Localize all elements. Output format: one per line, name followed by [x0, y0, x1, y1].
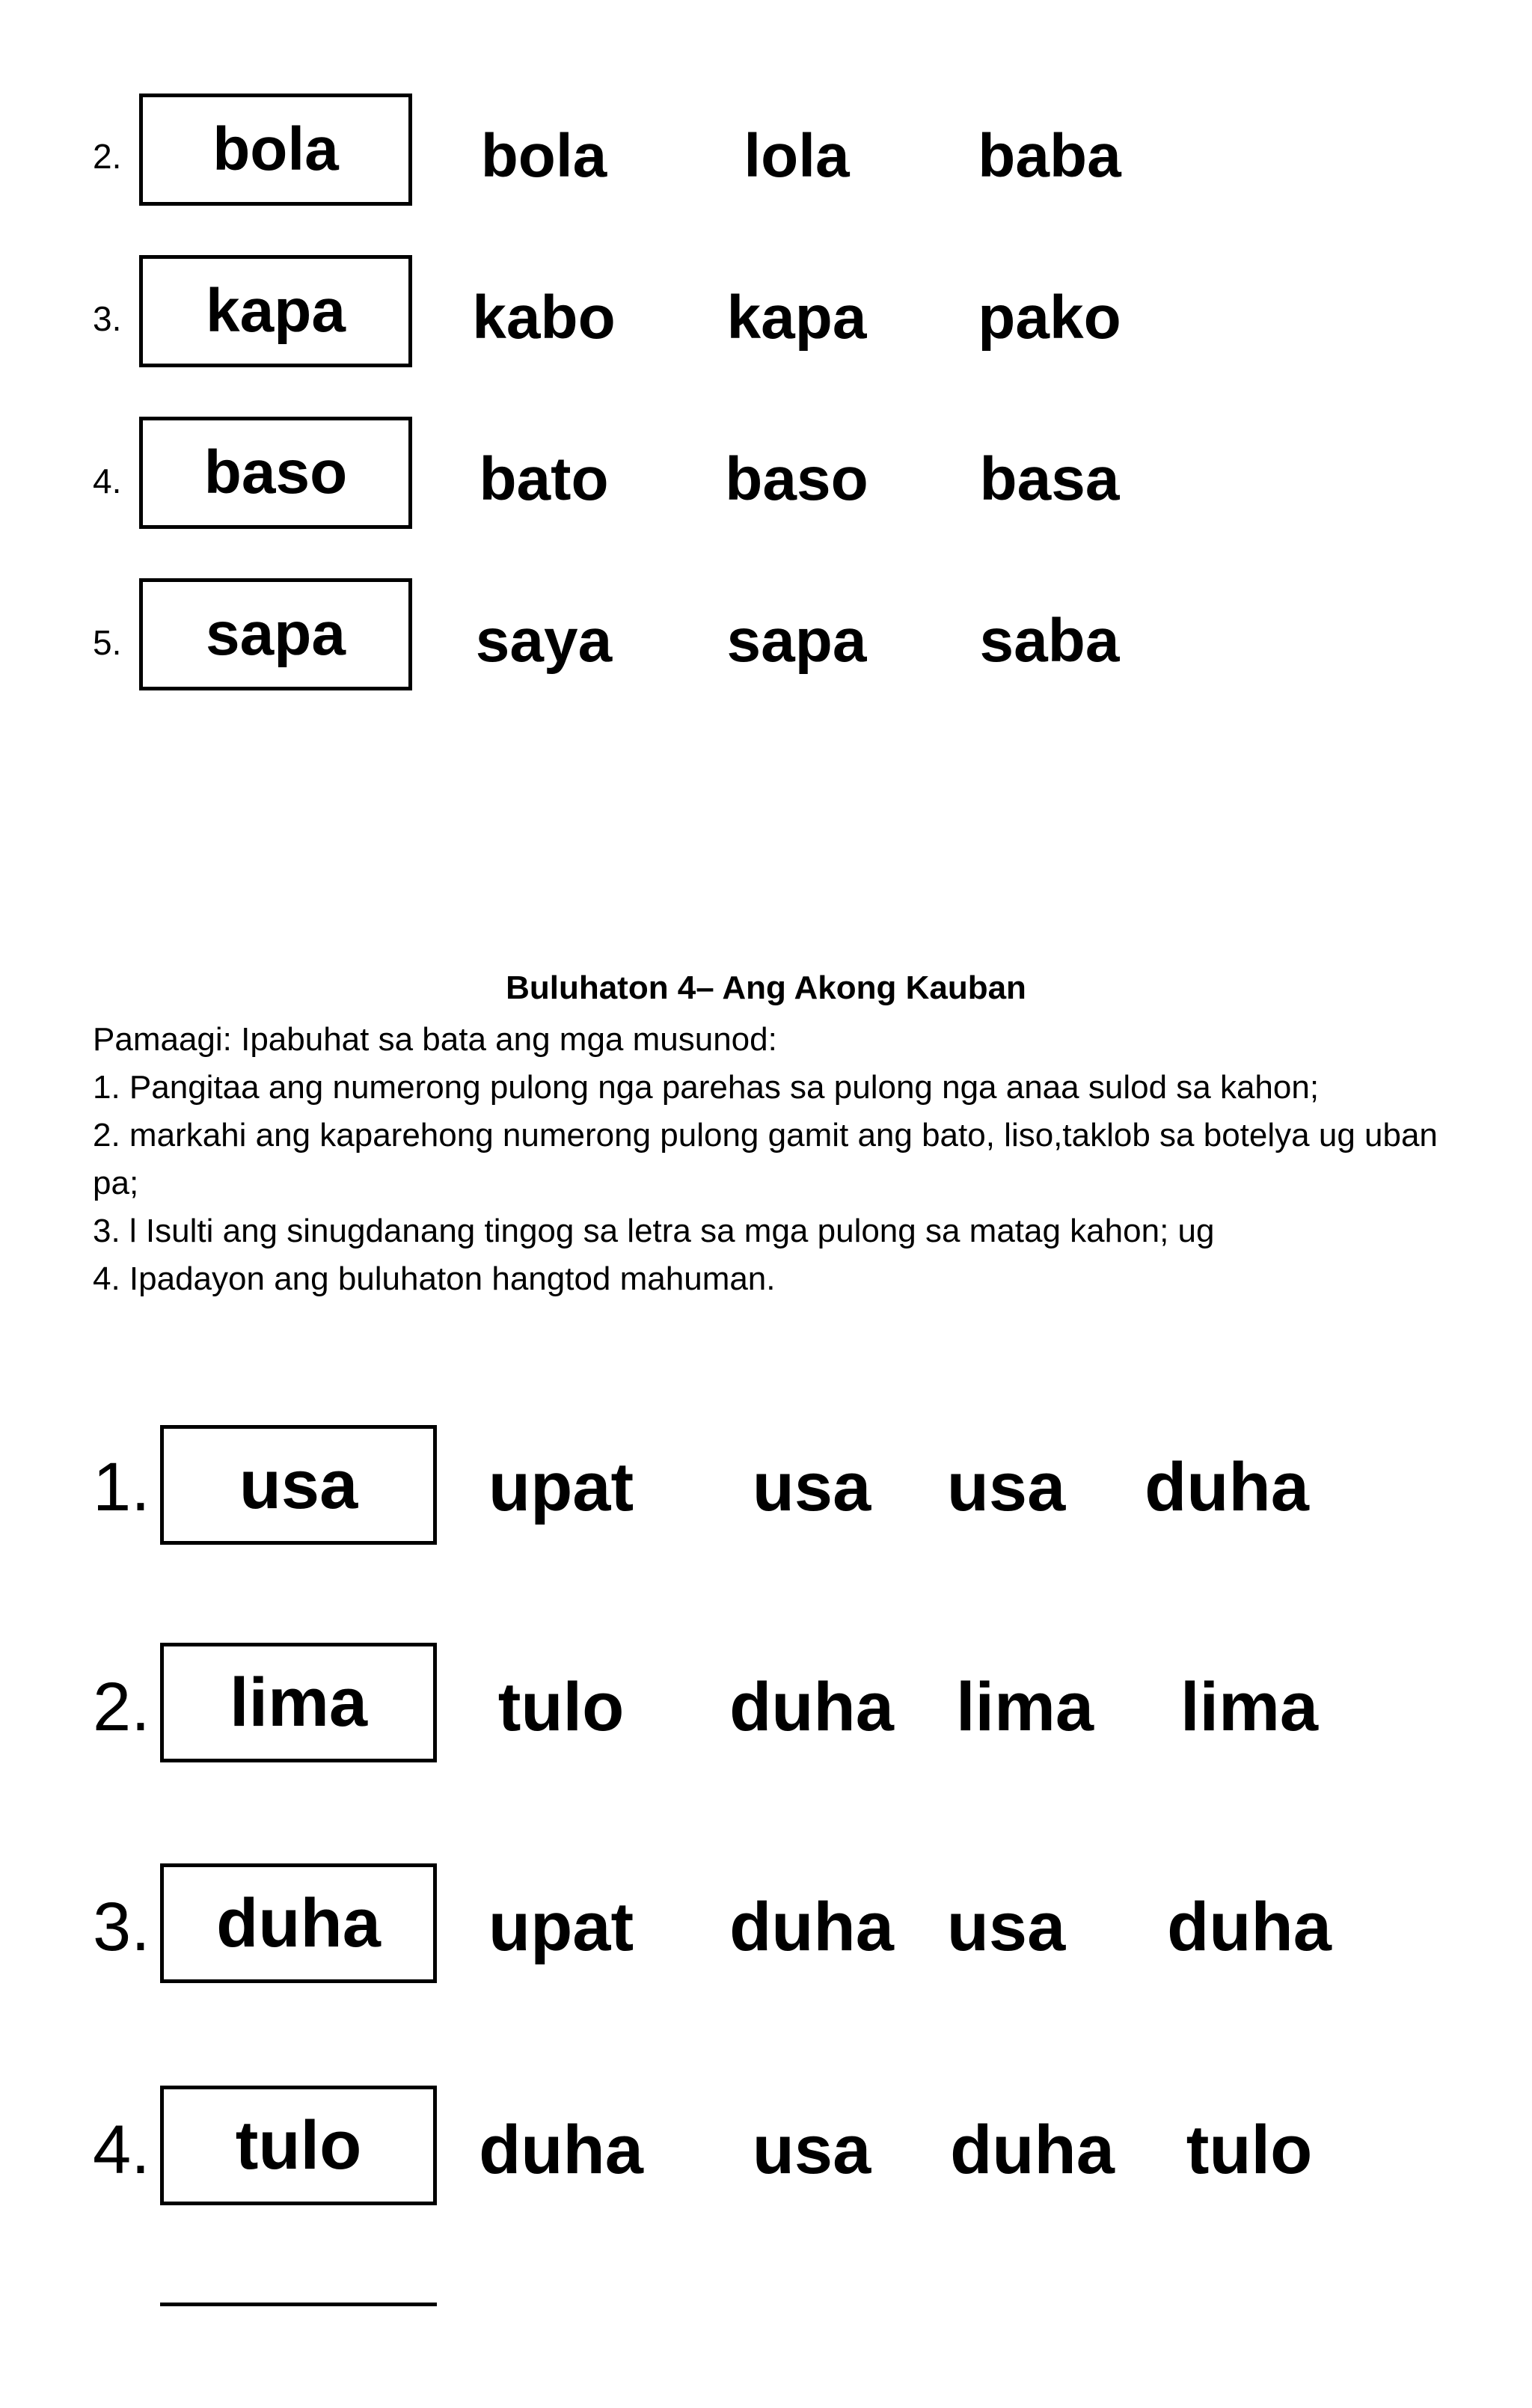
choice-word[interactable]: duha: [1167, 1889, 1332, 1965]
choice-word[interactable]: baso: [725, 445, 868, 513]
row-number: 2.: [93, 1669, 150, 1745]
row-number: 5.: [93, 623, 122, 662]
target-word-box: usa: [160, 1425, 437, 1545]
target-word-box: sapa: [139, 578, 412, 690]
choice-word[interactable]: upat: [488, 1449, 634, 1525]
target-word-box: kapa: [139, 255, 412, 367]
choice-word[interactable]: tulo: [497, 1669, 625, 1745]
choice-word[interactable]: tulo: [1186, 2112, 1313, 2188]
choice-word[interactable]: usa: [752, 2112, 871, 2188]
choice-word[interactable]: usa: [946, 1449, 1066, 1525]
choice-word[interactable]: lima: [955, 1669, 1094, 1745]
choice-word[interactable]: duha: [479, 2112, 643, 2188]
row-number: 3.: [93, 1889, 150, 1965]
target-word-box: lima: [160, 1643, 437, 1762]
target-word-box: bola: [139, 94, 412, 206]
choice-word[interactable]: basa: [979, 445, 1120, 513]
choice-word[interactable]: lola: [744, 122, 850, 190]
choice-word[interactable]: kapa: [726, 284, 867, 352]
row-number: 4.: [93, 2112, 150, 2188]
choice-word[interactable]: duha: [1145, 1449, 1309, 1525]
target-word-box: baso: [139, 417, 412, 529]
choice-word[interactable]: upat: [488, 1889, 634, 1965]
instruction-line: 1. Pangitaa ang numerong pulong nga parehas sa pulong nga anaa sulod sa kahon;: [93, 1069, 1320, 1106]
instruction-line: 3. l Isulti ang sinugdanang tingog sa letra sa mga pulong sa matag kahon; ug: [93, 1213, 1215, 1249]
target-word-box: tulo: [160, 2086, 437, 2205]
instruction-line: Pamaagi: Ipabuhat sa bata ang mga musunod:: [93, 1021, 777, 1058]
choice-word[interactable]: duha: [729, 1889, 894, 1965]
choice-word[interactable]: pako: [978, 284, 1121, 352]
choice-word[interactable]: duha: [729, 1669, 894, 1745]
answer-line: [160, 2303, 437, 2306]
choice-word[interactable]: saba: [979, 607, 1120, 675]
choice-word[interactable]: duha: [950, 2112, 1115, 2188]
choice-word[interactable]: lima: [1180, 1669, 1319, 1745]
choice-word[interactable]: kabo: [472, 284, 616, 352]
row-number: 3.: [93, 299, 122, 338]
activity-title: Buluhaton 4– Ang Akong Kauban: [506, 969, 1026, 1006]
choice-word[interactable]: bato: [479, 445, 609, 513]
instruction-line: 4. Ipadayon ang buluhaton hangtod mahuman.: [93, 1260, 776, 1297]
choice-word[interactable]: sapa: [726, 607, 867, 675]
choice-word[interactable]: saya: [475, 607, 613, 675]
choice-word[interactable]: usa: [946, 1889, 1066, 1965]
choice-word[interactable]: baba: [978, 122, 1121, 190]
instruction-line: 2. markahi ang kaparehong numerong pulong gamit ang bato, liso,taklob sa botelya ug uban pa;: [93, 1117, 1438, 1201]
row-number: 4.: [93, 462, 122, 500]
target-word-box: duha: [160, 1863, 437, 1983]
row-number: 1.: [93, 1449, 150, 1525]
choice-word[interactable]: usa: [752, 1449, 871, 1525]
choice-word[interactable]: bola: [480, 122, 607, 190]
row-number: 2.: [93, 137, 122, 176]
